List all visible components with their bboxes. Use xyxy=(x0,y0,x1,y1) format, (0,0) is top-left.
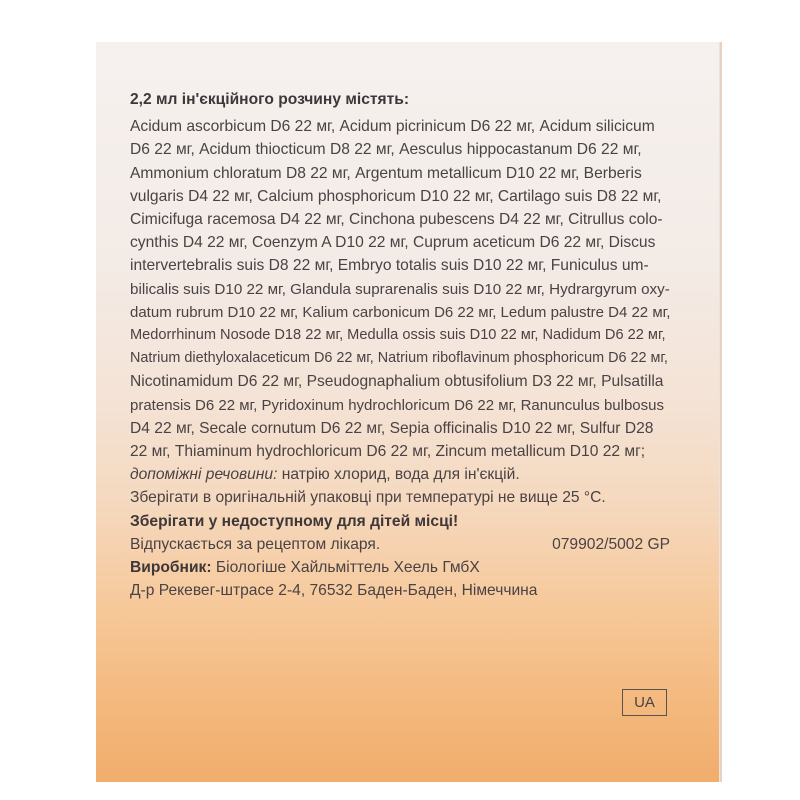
composition-heading: 2,2 мл ін'єкційного розчину містять: xyxy=(130,91,410,108)
composition-line: D6 22 мг, Acidum thiocticum D8 22 мг, Aesculus hippocastanum D6 22 мг, xyxy=(130,141,642,159)
composition-line: pratensis D6 22 мг, Pyridoxinum hydrochloricum D6 22 мг, Ranunculus bulbosus xyxy=(130,396,664,414)
composition-line: datum rubrum D10 22 мг, Kalium carbonicum D6 22 мг, Ledum palustre D4 22 мг, xyxy=(130,303,671,321)
composition-line: cynthis D4 22 мг, Coenzym A D10 22 мг, Cuprum aceticum D6 22 мг, Discus xyxy=(130,234,656,252)
composition-line: D4 22 мг, Secale cornutum D6 22 мг, Sepia officinalis D10 22 мг, Sulfur D28 xyxy=(130,419,654,437)
composition-line: intervertebralis suis D8 22 мг, Embryo totalis suis D10 22 мг, Funiculus um- xyxy=(130,257,649,275)
manufacturer-address: Д-р Рекевег-штрасе 2-4, 76532 Баден-Баден, Німеччина xyxy=(130,582,538,600)
manufacturer-name: Біологіше Хайльміттель Хеель ГмбХ xyxy=(211,559,480,577)
registration-code: 079902/5002 GP xyxy=(552,535,670,553)
composition-line: Ammonium chloratum D8 22 мг, Argentum metallicum D10 22 мг, Berberis xyxy=(130,164,642,182)
country-code-box: UA xyxy=(622,689,667,716)
prescription-row xyxy=(130,533,670,556)
composition-line: Acidum ascorbicum D6 22 мг, Acidum picrinicum D6 22 мг, Acidum silicicum xyxy=(130,118,655,136)
manufacturer-label: Виробник: xyxy=(130,559,212,577)
composition-line: Nicotinamidum D6 22 мг, Pseudognaphalium obtusifolium D3 22 мг, Pulsatilla xyxy=(130,373,664,391)
composition-line: 22 мг, Thiaminum hydrochloricum D6 22 мг, Zincum metallicum D10 22 мг; xyxy=(130,443,646,461)
excipients-text: натрію хлорид, вода для ін'єкцій. xyxy=(277,466,520,484)
composition-line: Natrium diethyloxalaceticum D6 22 мг, Natrium riboflavinum phosphoricum D6 22 мг, xyxy=(130,350,668,367)
storage-text: Зберігати в оригінальній упаковці при температурі не вище 25 °С. xyxy=(130,489,606,507)
composition-line: Medorrhinum Nosode D18 22 мг, Medulla ossis suis D10 22 мг, Nadidum D6 22 мг, xyxy=(130,327,666,344)
composition-line: Cimicifuga racemosa D4 22 мг, Cinchona pubescens D4 22 мг, Citrullus colo- xyxy=(130,211,663,229)
package-label-text xyxy=(130,88,670,602)
excipients-line xyxy=(130,463,670,486)
children-warning: Зберігати у недоступному для дітей місці! xyxy=(130,512,459,530)
composition-list xyxy=(130,115,670,463)
composition-line: bilicalis suis D10 22 мг, Glandula suprarenalis suis D10 22 мг, Hydrargyrum oxy- xyxy=(130,280,670,298)
manufacturer-line xyxy=(130,556,670,579)
prescription-text: Відпускається за рецептом лікаря. xyxy=(130,535,381,553)
composition-line: vulgaris D4 22 мг, Calcium phosphoricum D10 22 мг, Cartilago suis D8 22 мг, xyxy=(130,187,662,205)
excipients-label: допоміжні речовини: xyxy=(130,466,278,484)
